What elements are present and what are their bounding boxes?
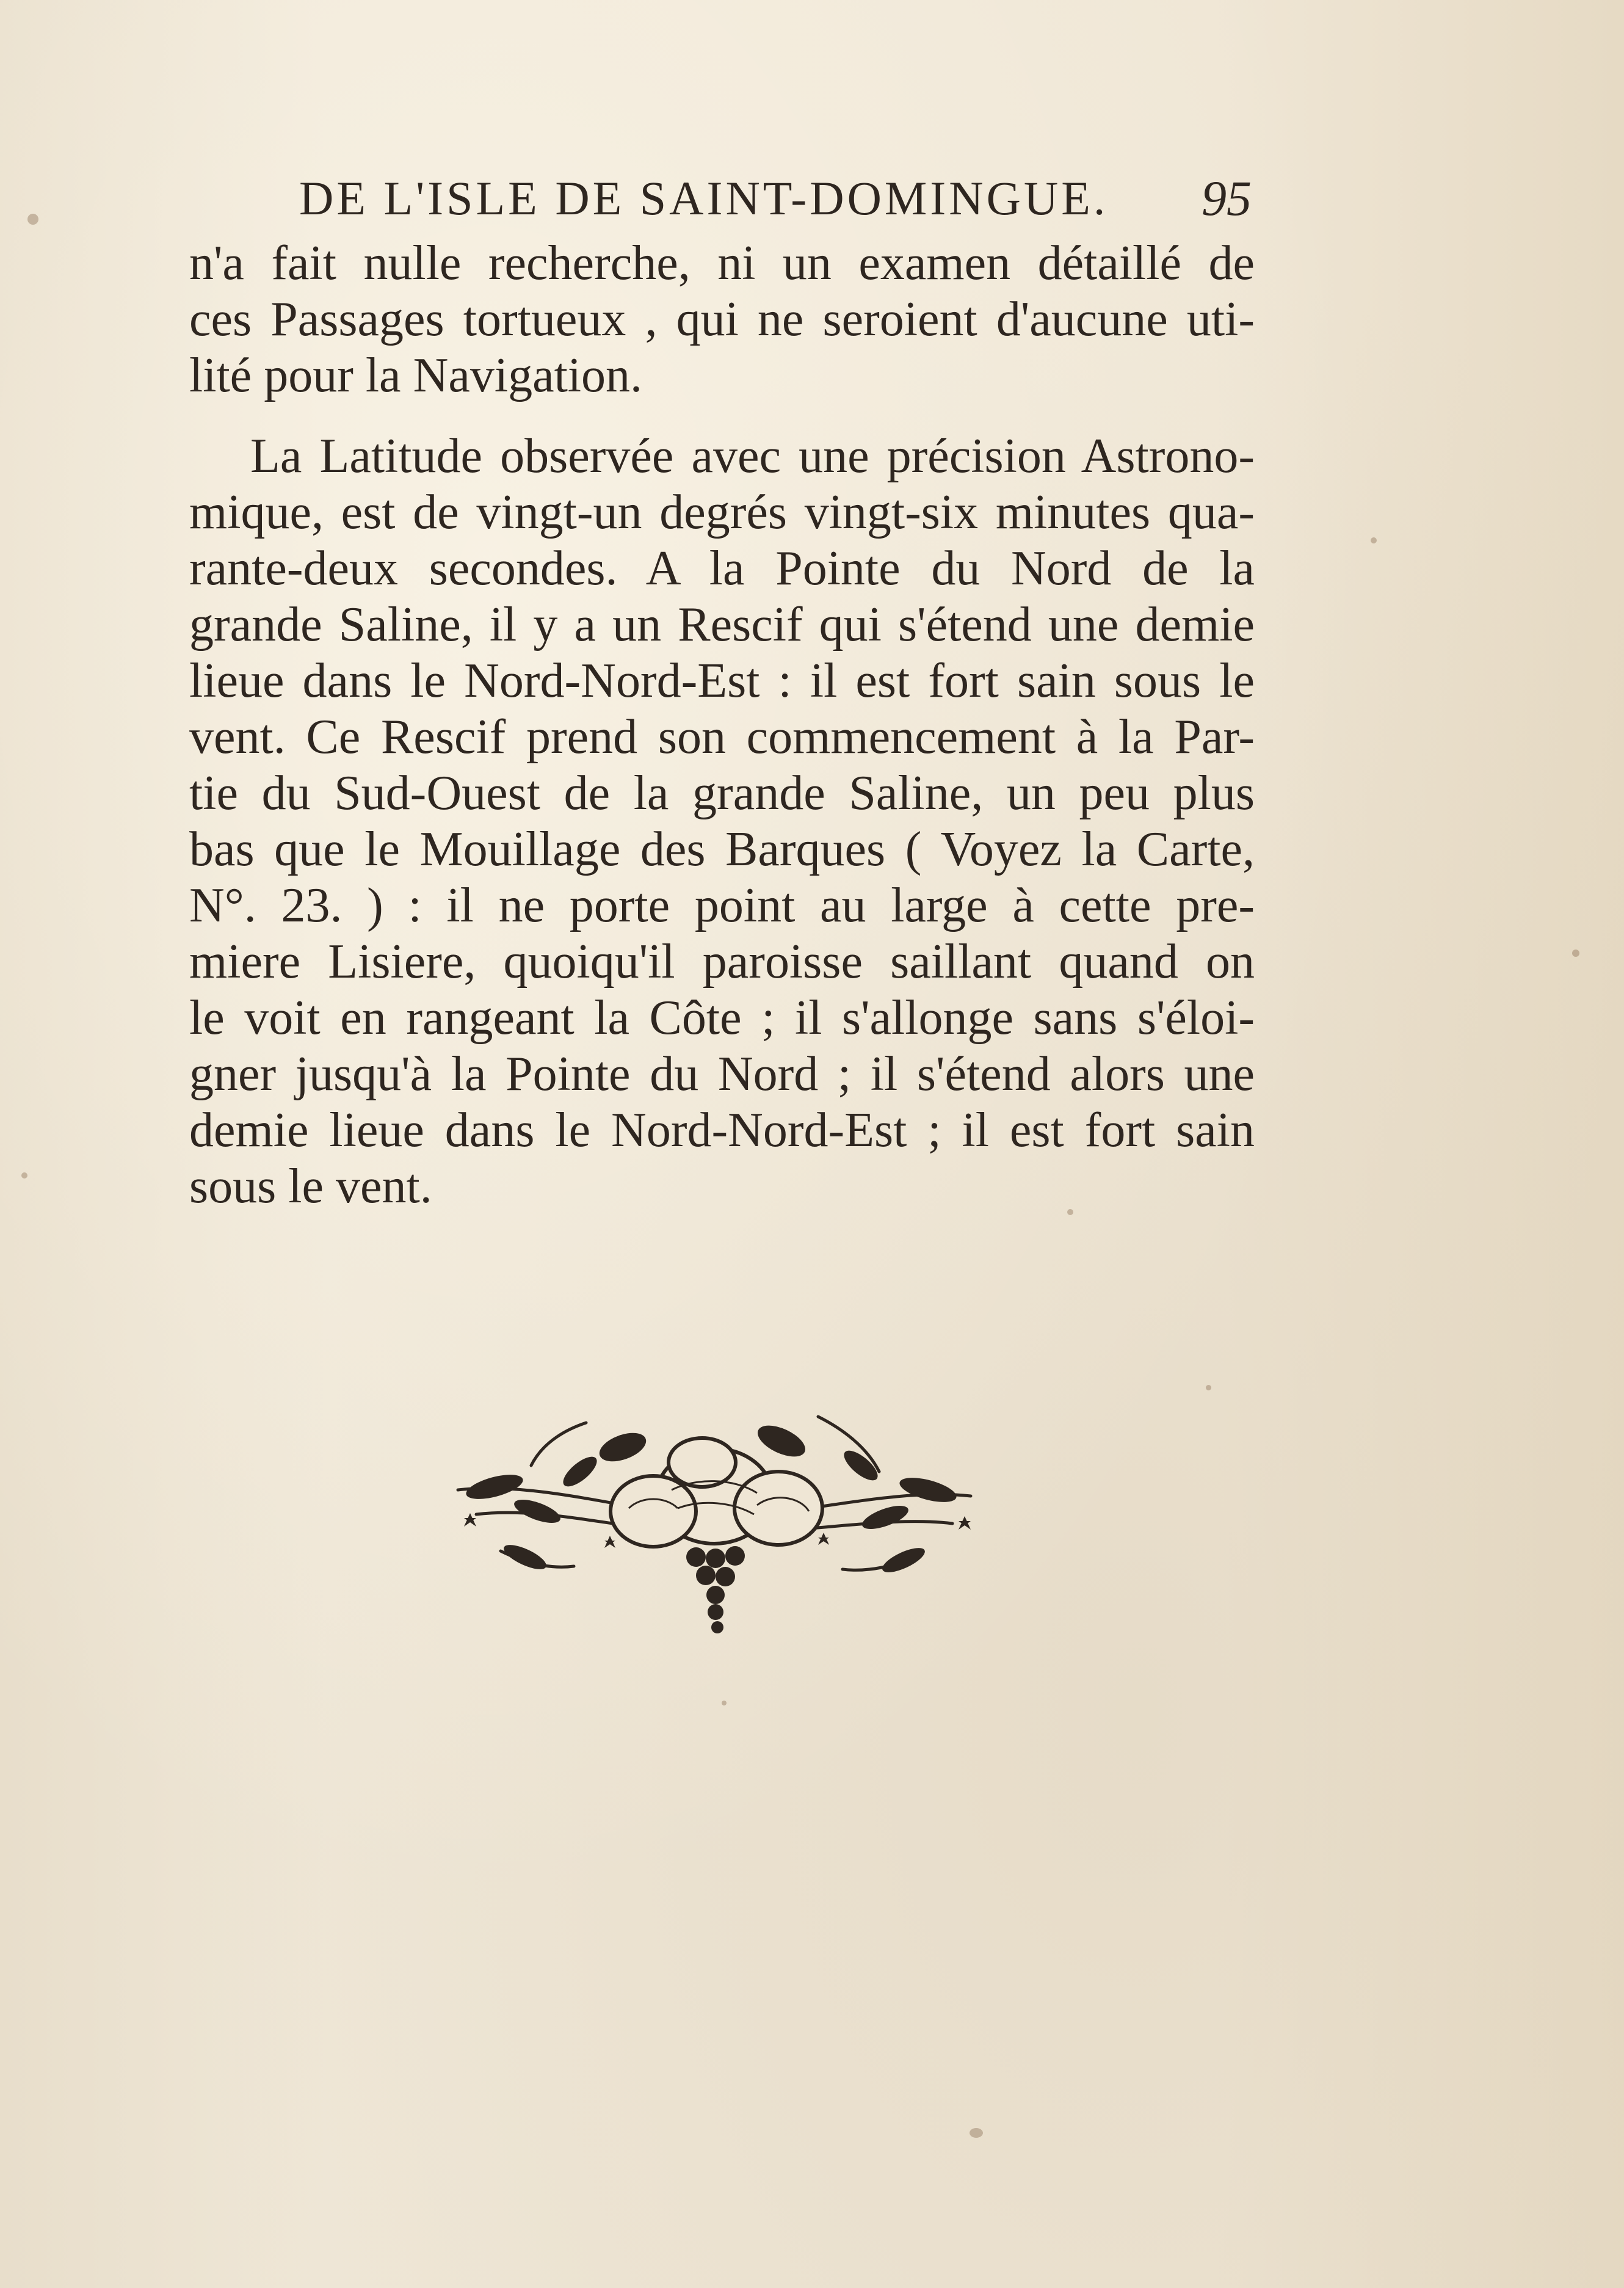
text-line: rante-deux secondes. A la Pointe du Nord de la [189, 542, 1255, 595]
paragraph [189, 428, 1255, 1215]
text-line: N°. 23. ) : il ne porte point au large à cette pre- [189, 879, 1255, 932]
text-line: La Latitude observée avec une précision Astrono- [250, 429, 1255, 483]
paper-speck [970, 2128, 983, 2138]
text-line: vent. Ce Rescif prend son commencement à la Par- [189, 710, 1255, 764]
text-line: n'a fait nulle recherche, ni un examen détaillé de [189, 236, 1255, 290]
paper-speck [21, 1172, 27, 1179]
paper-speck [27, 214, 38, 225]
text-line: lité pour la Navigation. [189, 349, 643, 402]
text-line: sous le vent. [189, 1160, 432, 1213]
paragraph-gap [189, 404, 1255, 428]
body-text [189, 235, 1255, 1215]
text-line: ces Passages tortueux , qui ne seroient d'aucune uti- [189, 292, 1255, 346]
text-line: demie lieue dans le Nord-Nord-Est ; il est fort sain [189, 1103, 1255, 1157]
running-title: DE L'ISLE DE SAINT-DOMINGUE. [299, 172, 1109, 225]
paper-speck [1371, 537, 1377, 543]
text-line: gner jusqu'à la Pointe du Nord ; il s'étend alors une [189, 1047, 1255, 1101]
paper-speck [1206, 1385, 1211, 1390]
text-line: le voit en rangeant la Côte ; il s'allonge sans s'éloi- [189, 991, 1255, 1045]
paper-speck [722, 1701, 727, 1705]
page-header [299, 165, 1252, 232]
text-line: miere Lisiere, quoiqu'il paroisse saillant quand on [189, 935, 1255, 989]
text-line: mique, est de vingt-un degrés vingt-six minutes qua- [189, 485, 1255, 539]
floral-fruit-tailpiece-icon [440, 1404, 989, 1673]
text-line: grande Saline, il y a un Rescif qui s'étend une demie [189, 598, 1255, 652]
text-line: bas que le Mouillage des Barques ( Voyez la Carte, [189, 823, 1255, 876]
paragraph [189, 235, 1255, 404]
page-number: 95 [1202, 170, 1252, 226]
text-line: tie du Sud-Ouest de la grande Saline, un peu plus [189, 766, 1255, 820]
text-line: lieue dans le Nord-Nord-Est : il est fort sain sous le [189, 654, 1255, 708]
paper-speck [1572, 950, 1579, 957]
